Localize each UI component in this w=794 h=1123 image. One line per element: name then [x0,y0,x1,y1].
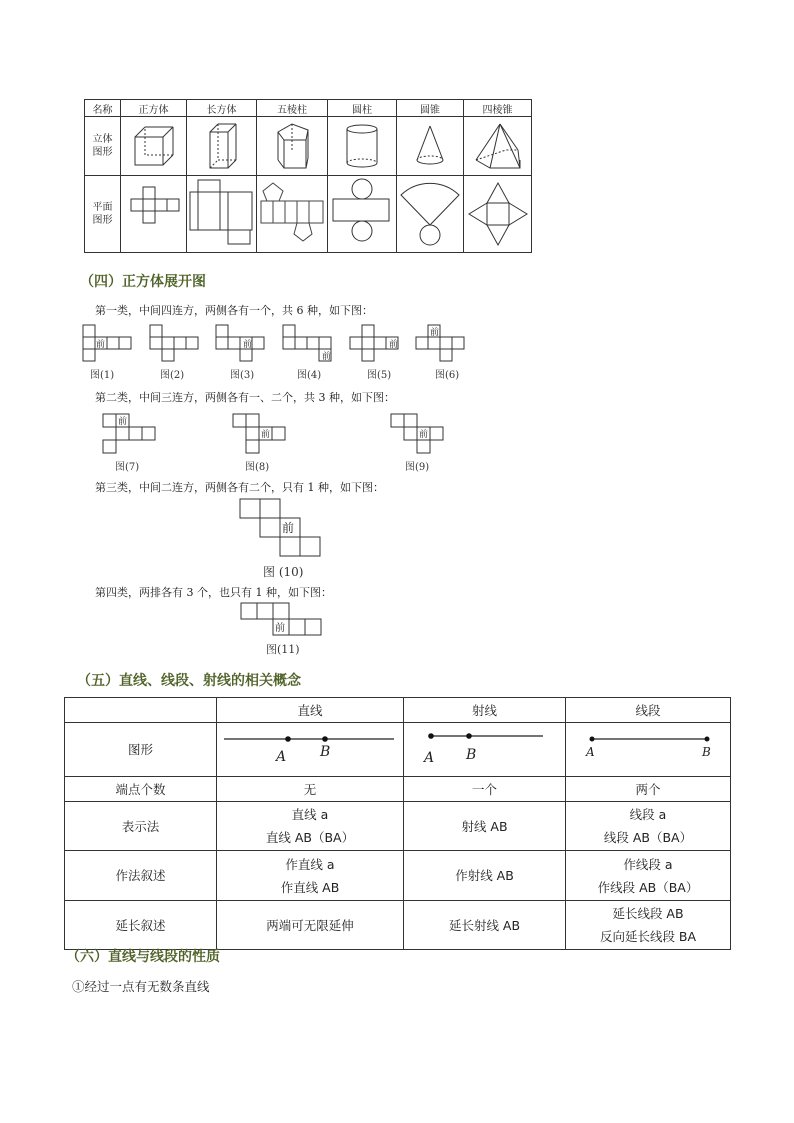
caption-fig11: 图(11) [266,643,300,656]
ray-point-a: A [423,750,434,766]
row-label-notation: 表示法 [65,802,217,851]
row-label-3d: 立体图形 [85,117,121,176]
cube-net-fig2 [149,324,205,364]
endpoints-row [65,777,731,802]
caption-fig8: 图(8) [245,462,270,473]
lines-header-ray: 射线 [404,698,566,723]
row-label-endpoints: 端点个数 [65,777,217,802]
ray-point-b: B [465,747,476,763]
svg-text:前: 前 [243,340,253,350]
segment-extension: 延长线段 AB 反向延长线段 BA [566,901,731,950]
cube-net-fig5 [349,324,405,364]
header-cone: 圆锥 [397,100,464,117]
front-label: 前 [96,340,106,350]
section4-heading: （四）正方体展开图 [80,274,206,290]
svg-text:前: 前 [322,352,332,362]
lines-figure-row [65,723,731,777]
svg-text:前: 前 [275,623,285,634]
cube-net-fig9 [390,413,448,457]
pyramid-net-figure [464,176,532,253]
cube-net-fig6 [415,324,471,364]
caption-fig4: 图(4) [297,370,322,381]
cube-net-fig4 [282,324,338,364]
caption-fig5: 图(5) [367,370,392,381]
header-pyramid: 四棱锥 [464,100,532,117]
lines-header-line: 直线 [217,698,404,723]
cube-net-fig11 [240,602,326,640]
ray-extension: 延长射线 AB [404,901,566,950]
row-label-figure: 图形 [65,723,217,777]
segment-point-a: A [585,745,595,759]
header-cube: 正方体 [121,100,187,117]
pentagonal-prism-net-figure [257,176,328,253]
lines-header-empty [65,698,217,723]
lines-table [64,697,731,950]
solids-net-row [85,176,532,253]
cylinder-3d-figure [328,117,397,176]
line-point-b: B [319,744,330,760]
header-cylinder: 圆柱 [328,100,397,117]
row-label-construction: 作法叙述 [65,851,217,901]
ray-notation: 射线 AB [404,802,566,851]
cone-3d-figure [397,117,464,176]
caption-fig6: 图(6) [435,370,460,381]
row-label-extension: 延长叙述 [65,901,217,950]
svg-text:前: 前 [389,340,399,350]
solids-table [84,99,532,253]
class4-text: 第四类，两排各有 3 个，也只有 1 种，如下图： [95,586,332,599]
notation-row [65,802,731,851]
svg-text:前: 前 [419,430,429,440]
caption-fig9: 图(9) [405,462,430,473]
segment-endpoints: 两个 [566,777,731,802]
svg-text:前: 前 [118,417,128,427]
segment-point-b: B [701,745,711,759]
segment-notation: 线段 a 线段 AB（BA） [566,802,731,851]
section6-heading: （六）直线与线段的性质 [66,949,220,965]
cube-net-fig8 [232,413,290,457]
ray-figure [404,723,566,777]
cuboid-3d-figure [187,117,257,176]
caption-fig1: 图(1) [90,370,115,381]
line-extension: 两端可无限延伸 [217,901,404,950]
ray-endpoints: 一个 [404,777,566,802]
line-endpoints: 无 [217,777,404,802]
row-label-net: 平面图形 [85,176,121,253]
cube-net-figure [121,176,187,253]
cube-3d-figure [121,117,187,176]
solids-3d-row [85,117,532,176]
lines-header-row [65,698,731,723]
caption-fig3: 图(3) [230,370,255,381]
header-name: 名称 [85,100,121,117]
cylinder-net-figure [328,176,397,253]
cube-net-fig1 [82,324,138,364]
caption-fig2: 图(2) [160,370,185,381]
cube-net-fig3 [215,324,271,364]
cone-net-figure [397,176,464,253]
cube-net-fig7 [102,413,160,457]
header-cuboid: 长方体 [187,100,257,117]
pyramid-3d-figure [464,117,532,176]
extension-row [65,901,731,950]
segment-construction: 作线段 a 作线段 AB（BA） [566,851,731,901]
line-construction: 作直线 a 作直线 AB [217,851,404,901]
class2-text: 第二类，中间三连方，两侧各有一、二个，共 3 种，如下图： [95,391,395,404]
pentagonal-prism-3d-figure [257,117,328,176]
line-notation: 直线 a 直线 AB（BA） [217,802,404,851]
caption-fig10: 图 (10) [263,565,304,579]
line-figure [217,723,404,777]
svg-text:前: 前 [261,430,271,440]
svg-text:前: 前 [282,521,295,535]
svg-text:前: 前 [430,328,440,338]
section5-heading: （五）直线、线段、射线的相关概念 [77,673,301,689]
class3-text: 第三类，中间二连方，两侧各有二个，只有 1 种，如下图： [95,481,384,494]
class1-text: 第一类，中间四连方，两侧各有一个，共 6 种，如下图： [95,304,373,317]
line-point-a: A [275,749,286,765]
ray-construction: 作射线 AB [404,851,566,901]
construction-row [65,851,731,901]
cuboid-net-figure [187,176,257,253]
segment-figure [566,723,731,777]
cube-net-fig10 [239,498,323,560]
header-pentagonal-prism: 五棱柱 [257,100,328,117]
property-item-1: ①经过一点有无数条直线 [72,979,210,994]
lines-header-segment: 线段 [566,698,731,723]
caption-fig7: 图(7) [115,462,140,473]
solids-header-row [85,100,532,117]
